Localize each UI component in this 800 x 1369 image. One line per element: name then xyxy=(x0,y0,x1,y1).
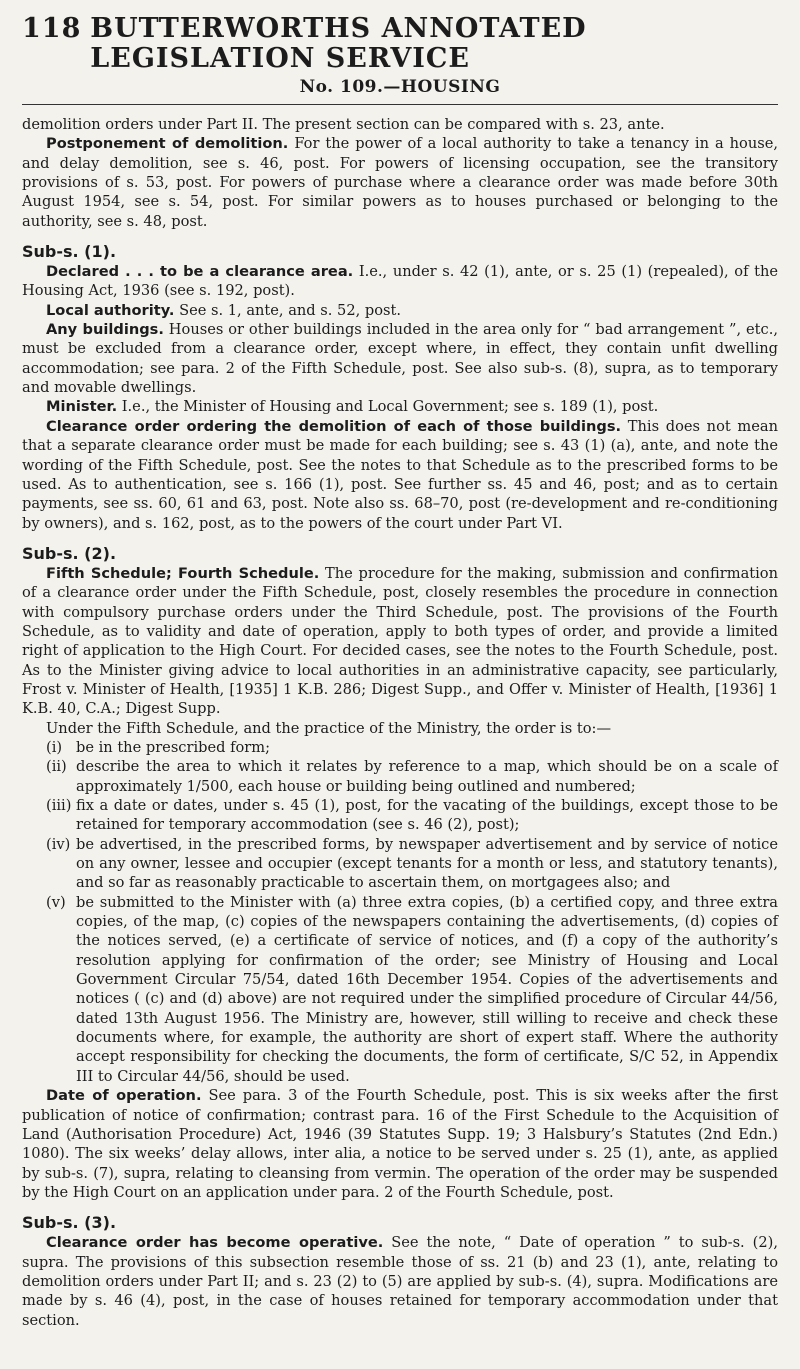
subsection-heading: Sub-s. (3). xyxy=(22,1213,117,1233)
note-text: I.e., the Minister of Housing and Local Government; see s. 189 (1), post. xyxy=(117,398,659,416)
chapter-title: No. 109.—HOUSING xyxy=(299,77,501,97)
subsection-heading: Sub-s. (2). xyxy=(22,543,117,563)
paragraph xyxy=(22,1233,778,1330)
list-text: be in the prescribed form; xyxy=(76,738,271,756)
list-item xyxy=(22,796,778,835)
paragraph: demolition orders under Part II. The present section can be compared with s. 23, ante. xyxy=(22,116,665,133)
list-item xyxy=(22,757,778,796)
note-heading: Local authority. xyxy=(46,301,175,319)
note-heading: Clearance order has become operative. xyxy=(46,1234,384,1252)
note-heading: Declared . . . to be a clearance area. xyxy=(46,263,354,281)
note-text: Houses or other buildings included in the area only for “ bad arrangement ”, etc., must be excluded from a clearance order, except where, in effect, they contain unfit dwelling accommodation; see para. 2 of the Fifth Schedule, post. See also sub-s. (8), supra, as to temporary and movable dwellings. xyxy=(22,321,778,397)
paragraph xyxy=(22,320,778,397)
list-label: (ii) xyxy=(46,758,67,776)
paragraph xyxy=(22,134,778,231)
list-item xyxy=(22,893,778,1086)
note-text: For the power of a local authority to take a tenancy in a house, and delay demolition, see s. 46, post. For powers of licensing occupation, see the transitory provisions of s. 53, post. For powers of purchase where a clearance order was made before 30th August 1954, see s. 54, post. For similar powers as to houses purchased or belonging to the authority, see s. 48, post. xyxy=(22,135,779,230)
list-item xyxy=(22,738,778,757)
paragraph xyxy=(22,564,778,719)
paragraph xyxy=(22,397,778,416)
note-text: The procedure for the making, submission and confirmation of a clearance order under the Fifth Schedule, post, closely resembles the procedure in connection with compulsory purchase orders under the Third Schedule, post. The provisions of the Fourth Schedule, as to validity and date of operation, apply to both types of order, and provide a limited right of application to the High Court. For decided cases, see the notes to the Fourth Schedule, post. As to the Minister giving advice to local authorities in an administrative capacity, see particularly, Frost v. Minister of Health, [1935] 1 K.B. 286; Digest Supp., and Offer v. Minister of Health, [1936] 1 K.B. 40, C.A.; Digest Supp. xyxy=(22,564,778,718)
note-heading: Any buildings. xyxy=(46,321,164,339)
paragraph: Under the Fifth Schedule, and the practice of the Ministry, the order is to:— xyxy=(46,719,612,737)
list-item xyxy=(22,835,778,893)
list-label: (v) xyxy=(46,893,66,911)
list-label: (iv) xyxy=(46,835,71,853)
subsection-heading: Sub-s. (1). xyxy=(22,242,117,262)
paragraph xyxy=(22,262,778,301)
note-text: See s. 1, ante, and s. 52, post. xyxy=(174,301,402,319)
note-heading: Clearance order ordering the demolition of each of those buildings. xyxy=(46,417,622,435)
paragraph xyxy=(22,301,778,320)
note-heading: Date of operation. xyxy=(46,1087,202,1105)
body-text xyxy=(22,115,778,1330)
list-text: be advertised, in the prescribed forms, by newspaper advertisement and by service of notice on any owner, lessee and occupier (except tenants for a month or less, and statutory tenants), and so far as reasonably practicable to ascertain them, on mortgagees also; and xyxy=(76,835,778,892)
note-text: I.e., under s. 42 (1), ante, or s. 25 (1) (repealed), of the Housing Act, 1936 (see s. 192, post). xyxy=(22,263,779,300)
note-heading: Minister. xyxy=(46,398,118,416)
list-text: fix a date or dates, under s. 45 (1), post, for the vacating of the buildings, except those to be retained for temporary accommodation (see s. 46 (2), post); xyxy=(76,797,778,834)
paragraph xyxy=(22,1086,778,1202)
paragraph xyxy=(22,417,778,533)
list-text: be submitted to the Minister with (a) three extra copies, (b) a certified copy, and three extra copies, of the map, (c) copies of the newspapers containing the advertisements, (d) copies of the notices served, (e) a certificate of service of notices, and (f) a copy of the authority’s resolution applying for confirmation of the order; see Ministry of Housing and Local Government Circular 75/54, dated 16th December 1954. Copies of the advertisements and notices ( (c) and (d) above) are not required under the simplified procedure of Circular 44/56, dated 13th August 1956. The Ministry are, however, still willing to receive and check these documents where, for example, the authority are short of expert staff. Where the authority accept responsibility for checking the documents, the form of certificate, S/C 52, in Appendix III to Circular 44/56, should be used. xyxy=(76,893,778,1085)
note-text: This does not mean that a separate clearance order must be made for each building; see s. 43 (1) (a), ante, and note the wording of the Fifth Schedule, post. See the notes to that Schedule as to the prescribed forms to be used. As to authentication, see s. 166 (1), post. See further ss. 45 and 46, post; and as to certain payments, see ss. 60, 61 and 63, post. Note also ss. 68–70, post (re-development and re-conditioning by owners), and s. 162, post, as to the powers of the court under Part VI. xyxy=(22,417,778,532)
list-label: (iii) xyxy=(46,797,72,814)
list-text: describe the area to which it relates by reference to a map, which should be on a scale of approximately 1/500, each house or building being outlined and numbered; xyxy=(76,758,778,795)
note-heading: Postponement of demolition. xyxy=(46,135,289,153)
note-text: See para. 3 of the Fourth Schedule, post. This is six weeks after the first publication of notice of confirmation; contrast para. 16 of the First Schedule to the Acquisition of Land (Authorisation Procedure) Act, 1946 (39 Statutes Supp. 19; 3 Halsbury’s Statutes (2nd Edn.) 1080). The six weeks’ delay allows, inter alia, a notice to be served under s. 25 (1), ante, as applied by sub-s. (7), supra, relating to cleansing from vermin. The operation of the order may be suspended by the High Court on an application under para. 2 of the Fourth Schedule, post. xyxy=(22,1087,778,1201)
note-heading: Fifth Schedule; Fourth Schedule. xyxy=(46,564,320,582)
list-label: (i) xyxy=(46,738,63,756)
requirements-list xyxy=(22,738,778,1086)
series-title: BUTTERWORTHS ANNOTATED LEGISLATION SERVICE xyxy=(90,13,587,74)
page-number: 118 xyxy=(22,13,82,44)
header-rule xyxy=(22,104,778,105)
note-text: See the note, “ Date of operation ” to sub-s. (2), supra. The provisions of this subsection resemble those of ss. 21 (b) and 23 (1), ante, relating to demolition orders under Part II; and s. 23 (2) to (5) are applied by sub-s. (4), supra. Modifications are made by s. 46 (4), post, in the case of houses retained for temporary accommodation under that section. xyxy=(22,1234,778,1329)
running-head xyxy=(22,14,778,74)
